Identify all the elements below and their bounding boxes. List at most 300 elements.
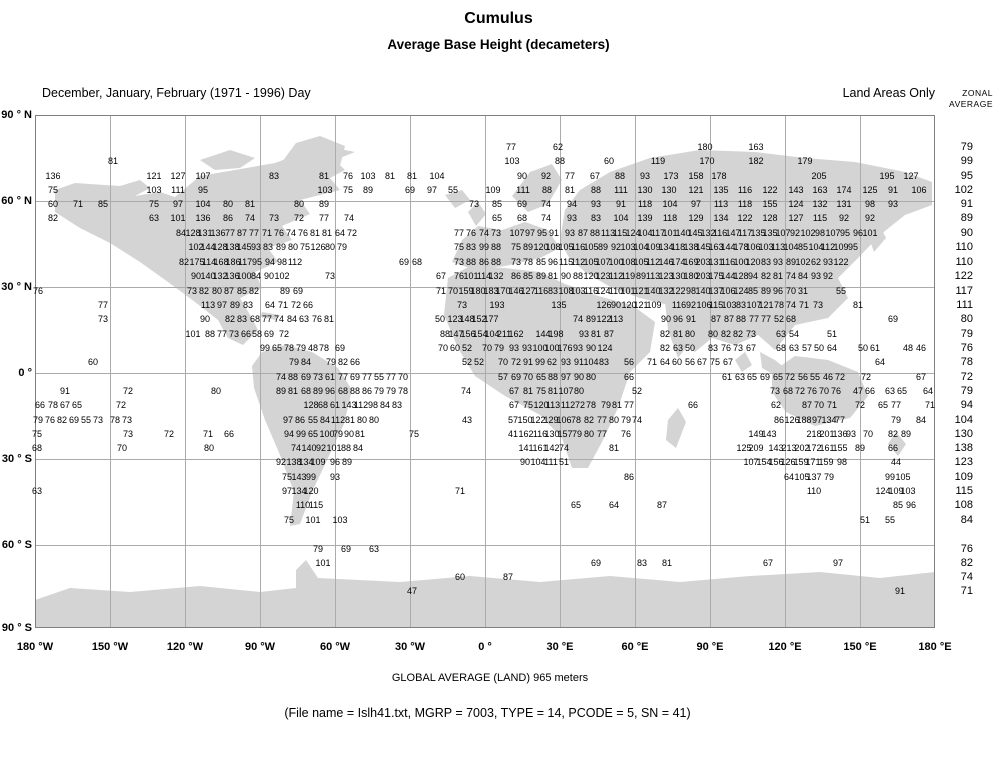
grid-value: 102 — [274, 271, 290, 281]
grid-value: 213 — [781, 443, 797, 453]
grid-value: 54 — [788, 329, 800, 339]
grid-value: 88 — [547, 372, 559, 382]
grid-value: 101 — [305, 515, 321, 525]
grid-value: 69 — [590, 558, 602, 568]
lat-tick-label: 60 ° S — [1, 539, 32, 551]
grid-value: 78 — [570, 415, 582, 425]
grid-value: 144 — [200, 242, 216, 252]
grid-value: 68 — [300, 386, 312, 396]
grid-value: 147 — [725, 228, 741, 238]
grid-value: 178 — [711, 171, 727, 181]
grid-value: 104 — [637, 228, 653, 238]
grid-value: 55 — [80, 415, 92, 425]
grid-value: 89 — [900, 429, 912, 439]
grid-value: 98 — [836, 457, 848, 467]
grid-value: 124 — [595, 286, 611, 296]
grid-value: 77 — [261, 314, 273, 324]
zonal-average-value: 94 — [960, 399, 973, 411]
grid-value: 83 — [735, 300, 747, 310]
grid-value: 82 — [659, 343, 671, 353]
grid-value: 88 — [287, 372, 299, 382]
grid-value: 203 — [695, 257, 711, 267]
grid-value: 159 — [793, 457, 809, 467]
grid-value: 102 — [800, 228, 816, 238]
grid-value: 69 — [334, 343, 346, 353]
grid-value: 93 — [566, 213, 578, 223]
grid-value: 116 — [532, 429, 548, 439]
grid-value: 99 — [259, 343, 271, 353]
grid-value: 52 — [773, 314, 785, 324]
grid-value: 75 — [31, 429, 43, 439]
grid-value: 81 — [611, 400, 623, 410]
grid-value: 93 — [521, 343, 533, 353]
grid-value: 76 — [806, 386, 818, 396]
grid-value: 70 — [497, 357, 509, 367]
grid-value: 75 — [281, 472, 293, 482]
grid-value: 87 — [236, 228, 248, 238]
grid-value: 72 — [574, 400, 586, 410]
grid-value: 92 — [822, 271, 834, 281]
grid-value: 150 — [517, 415, 533, 425]
grid-value: 138 — [224, 242, 240, 252]
grid-value: 142 — [544, 443, 560, 453]
grid-value: 96 — [852, 228, 864, 238]
grid-value: 72 — [784, 372, 796, 382]
grid-value: 95 — [197, 185, 209, 195]
grid-value: 116 — [712, 228, 728, 238]
grid-value: 61 — [721, 372, 733, 382]
grid-value: 107 — [825, 228, 841, 238]
grid-value: 80 — [356, 415, 368, 425]
grid-value: 47 — [406, 586, 418, 596]
grid-value: 94 — [283, 429, 295, 439]
grid-value: 146 — [508, 286, 524, 296]
grid-value: 122 — [670, 286, 686, 296]
grid-value: 109 — [888, 486, 904, 496]
grid-value: 69 — [516, 199, 528, 209]
grid-value: 75 — [535, 386, 547, 396]
grid-value: 93 — [564, 228, 576, 238]
grid-value: 112 — [608, 271, 624, 281]
zonal-average-value: 108 — [954, 499, 973, 511]
grid-value: 120 — [533, 242, 549, 252]
grid-value: 170 — [699, 156, 715, 166]
grid-value: 138 — [683, 242, 699, 252]
grid-value: 146 — [658, 257, 674, 267]
grid-value: 93 — [772, 257, 784, 267]
grid-value: 61 — [329, 400, 341, 410]
grid-value: 89 — [275, 386, 287, 396]
grid-value: 63 — [788, 343, 800, 353]
grid-value: 143 — [761, 429, 777, 439]
grid-value: 112 — [645, 257, 661, 267]
grid-value: 123 — [595, 271, 611, 281]
grid-value: 65 — [491, 213, 503, 223]
grid-value: 81 — [287, 386, 299, 396]
grid-value: 68 — [775, 343, 787, 353]
grid-value: 57 — [507, 415, 519, 425]
grid-value: 80 — [608, 415, 620, 425]
grid-value: 130 — [637, 185, 653, 195]
lon-tick-label: 90 °W — [244, 641, 276, 653]
grid-value: 155 — [832, 443, 848, 453]
grid-value: 63 — [148, 213, 160, 223]
grid-value: 71 — [454, 486, 466, 496]
grid-value: 97 — [832, 558, 844, 568]
grid-value: 111 — [614, 185, 628, 195]
grid-value: 134 — [298, 457, 314, 467]
zonal-average-value: 76 — [960, 543, 973, 555]
grid-value: 73 — [92, 415, 104, 425]
grid-value: 161 — [532, 443, 548, 453]
lat-tick-label: 30 ° S — [1, 453, 32, 465]
grid-value: 79 — [32, 415, 44, 425]
grid-value: 170 — [495, 286, 511, 296]
grid-value: 132 — [700, 228, 716, 238]
grid-value: 127 — [170, 171, 186, 181]
zonal-average-value: 79 — [960, 385, 973, 397]
grid-value: 135 — [762, 228, 778, 238]
grid-value: 107 — [509, 228, 525, 238]
grid-value: 148 — [459, 314, 475, 324]
grid-value: 72 — [115, 400, 127, 410]
grid-value: 81 — [547, 271, 559, 281]
grid-value: 134 — [291, 486, 307, 496]
grid-value: 56 — [684, 357, 696, 367]
grid-value: 113 — [545, 400, 561, 410]
grid-value: 193 — [489, 300, 505, 310]
grid-value: 69 — [759, 372, 771, 382]
grid-value: 159 — [818, 457, 834, 467]
grid-value: 97 — [690, 199, 702, 209]
grid-value: 88 — [465, 257, 477, 267]
grid-value: 73 — [121, 415, 133, 425]
grid-value: 100 — [532, 343, 548, 353]
grid-value: 122 — [530, 415, 546, 425]
grid-value: 77 — [224, 228, 236, 238]
grid-value: 126 — [310, 242, 326, 252]
grid-value: 67 — [508, 386, 520, 396]
grid-value: 100 — [733, 257, 749, 267]
grid-value: 76 — [44, 415, 56, 425]
grid-value: 73 — [268, 213, 280, 223]
grid-value: 79 — [336, 242, 348, 252]
grid-value: 104 — [808, 242, 824, 252]
grid-value: 122 — [833, 257, 849, 267]
grid-value: 86 — [222, 213, 234, 223]
grid-value: 86 — [773, 415, 785, 425]
grid-value: 122 — [762, 185, 778, 195]
grid-value: 80 — [222, 199, 234, 209]
grid-value: 97 — [811, 415, 823, 425]
grid-value: 87 — [656, 500, 668, 510]
grid-value: 97 — [560, 372, 572, 382]
grid-value: 156 — [768, 457, 784, 467]
grid-value: 80 — [368, 415, 380, 425]
grid-value: 105 — [583, 242, 599, 252]
grid-value: 68 — [785, 314, 797, 324]
zonal-average-value: 71 — [960, 585, 973, 597]
grid-value: 66 — [223, 429, 235, 439]
grid-value: 67 — [722, 357, 734, 367]
grid-value: 79 — [288, 357, 300, 367]
grid-value: 72 — [860, 372, 872, 382]
grid-value: 60 — [603, 156, 615, 166]
grid-value: 73 — [122, 429, 134, 439]
grid-value: 74 — [273, 314, 285, 324]
grid-value: 127 — [788, 213, 804, 223]
grid-value: 125 — [862, 185, 878, 195]
grid-value: 74 — [572, 314, 584, 324]
grid-value: 76 — [32, 286, 44, 296]
grid-value: 69 — [349, 372, 361, 382]
grid-value: 73 — [745, 329, 757, 339]
grid-value: 65 — [307, 429, 319, 439]
grid-value: 103 — [146, 185, 162, 195]
grid-value: 195 — [879, 171, 895, 181]
grid-value: 135 — [750, 228, 766, 238]
grid-value: 137 — [806, 472, 822, 482]
grid-value: 70 — [522, 372, 534, 382]
zonal-average-value: 104 — [954, 414, 973, 426]
grid-value: 75 — [408, 429, 420, 439]
grid-value: 71 — [798, 300, 810, 310]
zonal-average-value: 102 — [954, 184, 973, 196]
grid-value: 84 — [915, 415, 927, 425]
grid-value: 205 — [811, 171, 827, 181]
zonal-average-value: 79 — [960, 328, 973, 340]
grid-value: 66 — [887, 443, 899, 453]
grid-value: 31 — [797, 286, 809, 296]
grid-value: 46 — [915, 343, 927, 353]
grid-value: 70 — [397, 372, 409, 382]
grid-value: 93 — [572, 343, 584, 353]
grid-value: 69 — [340, 544, 352, 554]
grid-value: 134 — [658, 242, 674, 252]
grid-value: 76 — [273, 228, 285, 238]
grid-value: 62 — [546, 357, 558, 367]
grid-value: 51 — [826, 329, 838, 339]
grid-value: 76 — [342, 171, 354, 181]
grid-value: 162 — [518, 429, 534, 439]
page-title: Cumulus — [464, 10, 533, 27]
grid-value: 82 — [337, 357, 349, 367]
grid-value: 77 — [890, 400, 902, 410]
grid-value: 88 — [439, 329, 451, 339]
grid-value: 156 — [460, 329, 476, 339]
grid-value: 65 — [71, 400, 83, 410]
grid-value: 108 — [545, 242, 561, 252]
grid-value: 120 — [621, 300, 637, 310]
grid-value: 157 — [557, 429, 573, 439]
zonal-header-line2: AVERAGE — [949, 99, 993, 109]
grid-value: 179 — [797, 156, 813, 166]
zonal-average-value: 82 — [960, 557, 973, 569]
grid-value: 77 — [748, 314, 760, 324]
grid-value: 186 — [225, 257, 241, 267]
grid-value: 79 — [493, 343, 505, 353]
grid-value: 107 — [595, 257, 611, 267]
grid-value: 115 — [308, 500, 324, 510]
grid-value: 79 — [373, 386, 385, 396]
grid-value: 90 — [573, 372, 585, 382]
grid-value: 63 — [672, 343, 684, 353]
grid-value: 124 — [875, 486, 891, 496]
grid-value: 60 — [87, 357, 99, 367]
grid-value: 158 — [688, 171, 704, 181]
grid-value: 56 — [623, 357, 635, 367]
grid-value: 110 — [806, 486, 822, 496]
grid-value: 63 — [31, 486, 43, 496]
grid-value: 61 — [324, 372, 336, 382]
grid-value: 50 — [857, 343, 869, 353]
grid-value: 132 — [812, 199, 828, 209]
grid-value: 74 — [290, 443, 302, 453]
grid-value: 106 — [556, 415, 572, 425]
grid-value: 103 — [504, 156, 520, 166]
grid-value: 174 — [670, 257, 686, 267]
grid-value: 51 — [558, 457, 570, 467]
grid-value: 55 — [447, 185, 459, 195]
grid-value: 218 — [806, 429, 822, 439]
grid-value: 103 — [570, 286, 586, 296]
grid-value: 78 — [585, 400, 597, 410]
grid-value: 115 — [612, 228, 628, 238]
grid-value: 101 — [862, 228, 878, 238]
grid-value: 85 — [522, 271, 534, 281]
grid-value: 123 — [658, 271, 674, 281]
grid-value: 92 — [864, 213, 876, 223]
grid-value: 80 — [293, 199, 305, 209]
grid-value: 73 — [456, 300, 468, 310]
grid-value: 63 — [884, 386, 896, 396]
grid-value: 102 — [188, 242, 204, 252]
grid-value: 103 — [758, 242, 774, 252]
lon-tick-label: 90 °E — [696, 641, 724, 653]
grid-value: 116 — [570, 242, 586, 252]
grid-value: 46 — [822, 372, 834, 382]
grid-value: 64 — [783, 472, 795, 482]
grid-value: 90 — [585, 343, 597, 353]
grid-value: 113 — [770, 242, 786, 252]
grid-value: 145 — [695, 242, 711, 252]
grid-value: 99 — [478, 242, 490, 252]
grid-value: 73 — [186, 286, 198, 296]
grid-value: 124 — [625, 228, 641, 238]
grid-value: 89 — [275, 242, 287, 252]
grid-value: 93 — [329, 472, 341, 482]
grid-value: 97 — [426, 185, 438, 195]
grid-value: 102 — [795, 257, 811, 267]
grid-value: 93 — [887, 199, 899, 209]
grid-value: 119 — [650, 156, 666, 166]
grid-value: 90 — [560, 271, 572, 281]
grid-value: 98 — [276, 257, 288, 267]
grid-value: 89 — [318, 199, 330, 209]
grid-value: 88 — [589, 228, 601, 238]
grid-value: 87 — [223, 286, 235, 296]
grid-value: 90 — [516, 171, 528, 181]
grid-value: 77 — [97, 300, 109, 310]
grid-value: 140 — [675, 228, 691, 238]
grid-value: 43 — [461, 415, 473, 425]
grid-value: 64 — [334, 228, 346, 238]
grid-value: 72 — [163, 429, 175, 439]
grid-value: 88 — [490, 242, 502, 252]
grid-value: 131 — [708, 257, 724, 267]
grid-value: 79 — [571, 429, 583, 439]
zonal-average-value: 123 — [954, 456, 973, 468]
grid-value: 74 — [540, 213, 552, 223]
grid-value: 91 — [887, 185, 899, 195]
grid-value: 76 — [620, 429, 632, 439]
grid-value: 101 — [463, 271, 479, 281]
grid-value: 56 — [797, 372, 809, 382]
grid-value: 70 — [116, 443, 128, 453]
lat-tick-label: 90 ° S — [1, 622, 32, 634]
grid-value: 110 — [295, 500, 311, 510]
grid-value: 188 — [796, 415, 812, 425]
grid-value: 90 — [199, 314, 211, 324]
grid-value: 50 — [434, 314, 446, 324]
grid-value: 161 — [819, 443, 835, 453]
grid-value: 79 — [620, 415, 632, 425]
grid-value: 106 — [745, 242, 761, 252]
grid-value: 168 — [213, 257, 229, 267]
grid-value: 175 — [708, 271, 724, 281]
grid-value: 93 — [845, 429, 857, 439]
grid-value: 149 — [748, 429, 764, 439]
grid-value: 100 — [236, 271, 252, 281]
zonal-average-value: 99 — [960, 155, 973, 167]
grid-value: 107 — [775, 228, 791, 238]
grid-value: 73 — [490, 228, 502, 238]
zonal-average-value: 76 — [960, 342, 973, 354]
grid-value: 89 — [362, 185, 374, 195]
grid-value: 83 — [760, 257, 772, 267]
grid-value: 143 — [768, 443, 784, 453]
grid-value: 87 — [710, 314, 722, 324]
grid-value: 80 — [287, 242, 299, 252]
grid-value: 124 — [733, 286, 749, 296]
grid-value: 94 — [264, 257, 276, 267]
grid-value: 109 — [310, 457, 326, 467]
grid-value: 137 — [708, 286, 724, 296]
grid-value: 130 — [661, 185, 677, 195]
grid-value: 107 — [558, 386, 574, 396]
grid-value: 128 — [762, 213, 778, 223]
grid-value: 113 — [200, 300, 216, 310]
grid-value: 67 — [915, 372, 927, 382]
grid-value: 69 — [68, 415, 80, 425]
grid-value: 66 — [864, 386, 876, 396]
grid-value: 75 — [709, 357, 721, 367]
grid-value: 81 — [608, 443, 620, 453]
grid-value: 104 — [633, 242, 649, 252]
grid-value: 177 — [483, 314, 499, 324]
grid-value: 180 — [470, 286, 486, 296]
grid-value: 82 — [720, 329, 732, 339]
grid-value: 77 — [337, 372, 349, 382]
grid-value: 121 — [633, 286, 649, 296]
grid-value: 154 — [756, 457, 772, 467]
grid-value: 72 — [346, 228, 358, 238]
grid-value: 83 — [590, 213, 602, 223]
grid-value: 55 — [373, 372, 385, 382]
grid-value: 80 — [210, 386, 222, 396]
grid-value: 88 — [340, 443, 352, 453]
grid-value: 180 — [697, 142, 713, 152]
